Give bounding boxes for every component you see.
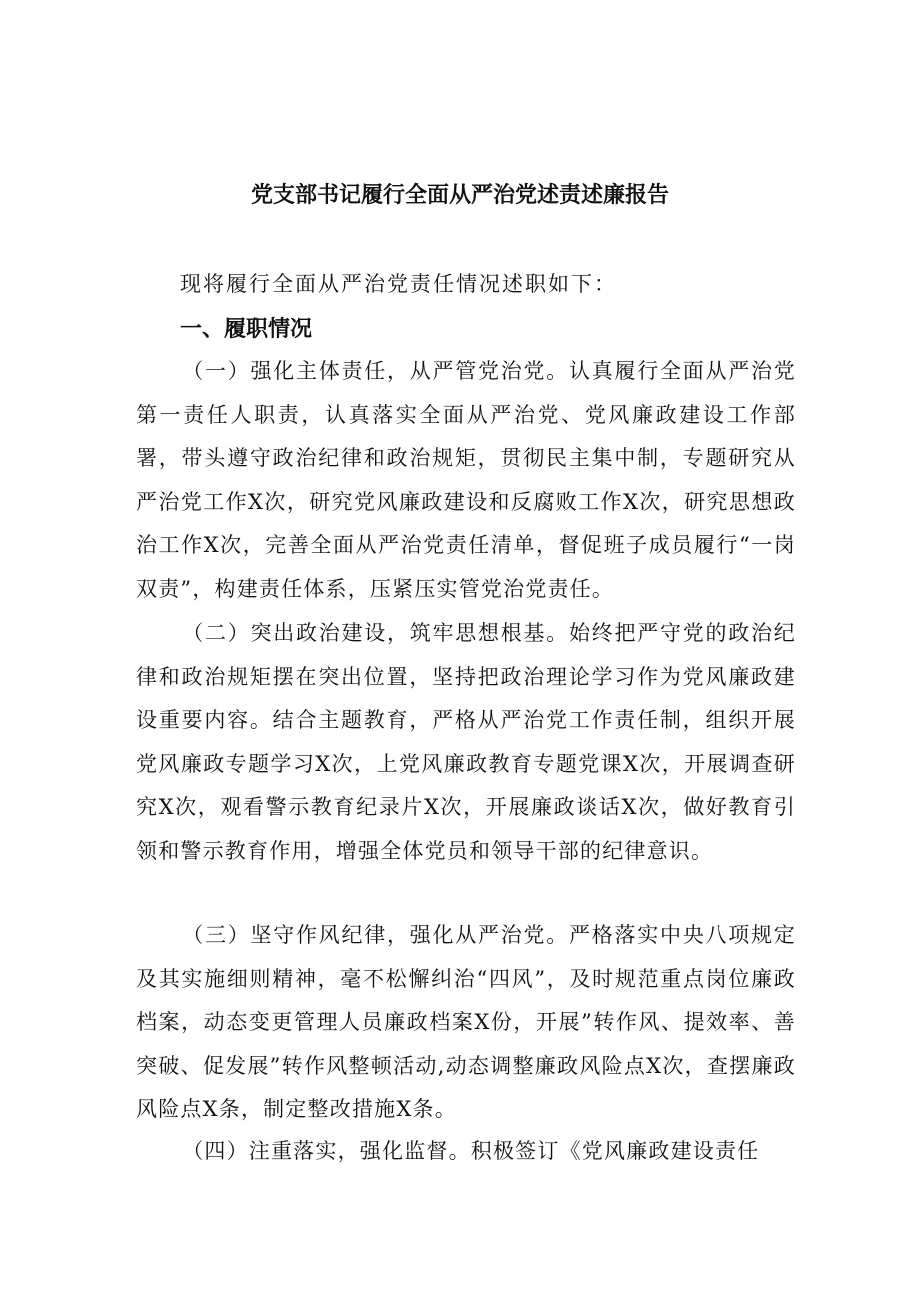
intro-line: 现将履行全面从严治党责任情况述职如下： bbox=[180, 272, 617, 296]
document-title: 党支部书记履行全面从严治党述责述廉报告 bbox=[250, 183, 669, 208]
paragraph-4: （四）注重落实，强化监督。积极签订《党风廉政建设责任 bbox=[182, 1139, 760, 1163]
paragraph-2: （二）突出政治建设，筑牢思想根基。始终把严守党的政治纪律和政治规矩摆在突出位置，坚持把政治理论学习作为党风廉政建设重要内容。结合主题教育，严格从严治党工作责任制，组织开展党风廉政专题学习X次，上党风廉政教育专题党课X次，开展调查研究X次，观看警示教育纪录片X次，开展廉政谈话X次，做好教育引领和警示教育作用，增强全体党员和领导干部的纪律意识。 bbox=[136, 621, 796, 863]
paragraph-3: （三）坚守作风纪律，强化从严治党。严格落实中央八项规定及其实施细则精神，毫不松懈纠治“四风”，及时规范重点岗位廉政档案，动态变更管理人员廉政档案X份，开展”转作风、提效率、善突破、促发展”转作风整顿活动,动态调整廉政风险点X次，查摆廉政风险点X条，制定整改措施X条。 bbox=[136, 923, 796, 1121]
paragraph-1: （一）强化主体责任，从严管党治党。认真履行全面从严治党第一责任人职责，认真落实全面从严治党、党风廉政建设工作部署，带头遵守政治纪律和政治规矩，贯彻民主集中制，专题研究从严治党工作X次，研究党风廉政建设和反腐败工作X次，研究思想政治工作X次，完善全面从严治党责任清单，督促班子成员履行“一岗双责”，构建责任体系，压紧压实管党治党责任。 bbox=[136, 359, 796, 601]
section-heading: 一、履职情况 bbox=[180, 317, 313, 342]
